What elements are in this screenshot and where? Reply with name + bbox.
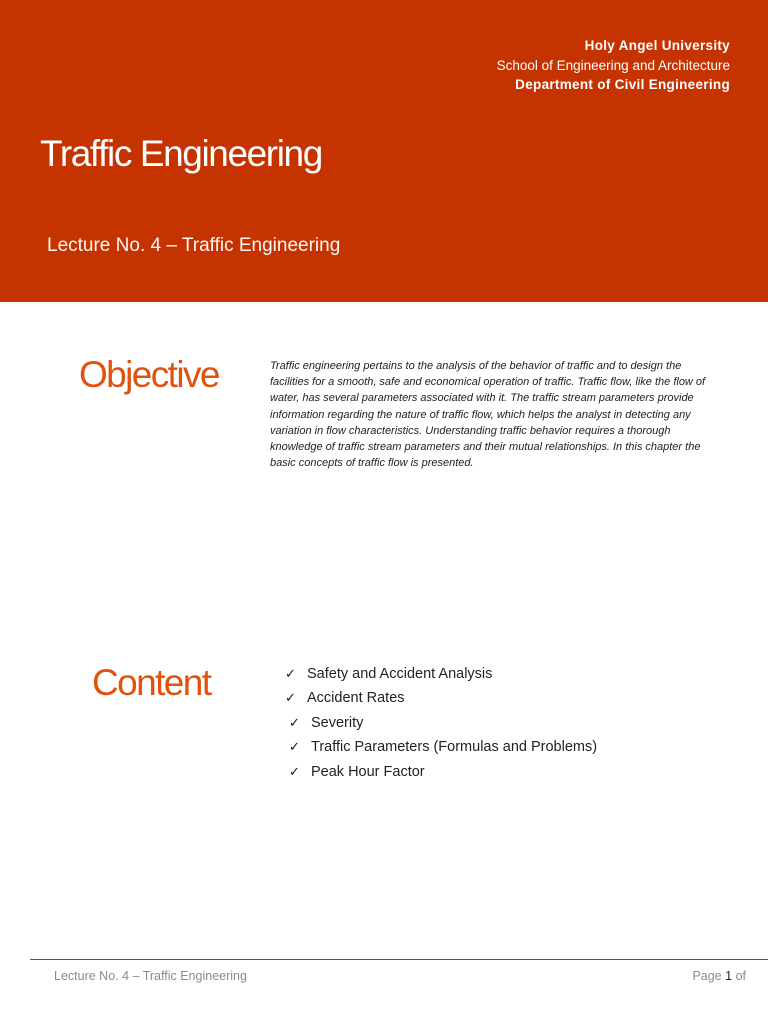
department-name: Department of Civil Engineering <box>515 77 730 92</box>
checkmark-icon: ✓ <box>285 690 296 706</box>
university-name: Holy Angel University <box>584 38 730 53</box>
document-title: Traffic Engineering <box>40 133 322 174</box>
list-item <box>285 662 597 686</box>
page-indicator <box>692 969 746 983</box>
page-prefix: Page <box>692 969 722 983</box>
checkmark-icon: ✓ <box>285 666 296 681</box>
header-banner <box>0 0 768 302</box>
content-heading: Content <box>92 662 211 703</box>
page-number: 1 <box>725 969 733 983</box>
list-item-label: Peak Hour Factor <box>311 763 425 780</box>
list-item-label: Accident Rates <box>307 690 405 707</box>
objective-heading: Objective <box>79 354 219 395</box>
list-item <box>285 735 597 759</box>
content-list <box>285 662 597 784</box>
checkmark-icon: ✓ <box>289 714 300 730</box>
list-item <box>285 711 597 735</box>
document-subtitle: Lecture No. 4 – Traffic Engineering <box>47 235 341 256</box>
footer-title: Lecture No. 4 – Traffic Engineering <box>54 969 247 983</box>
list-item-label: Traffic Parameters (Formulas and Problems) <box>311 739 598 756</box>
checkmark-icon: ✓ <box>289 739 300 755</box>
institution-block <box>497 36 730 95</box>
objective-paragraph: Traffic engineering pertains to the analysis of the behavior of traffic and to design the facilities for a smooth, safe and economical operation of traffic. Traffic flow, like the flow of water, has several parameters associated with it. The traffic stream parameters provide information regarding the nature of traffic flow, which helps the analyst in detecting any variation in flow characteristics. Understanding traffic behavior requires a thorough knowledge of traffic stream parameters and their mutual relationships. In this chapter the basic concepts of traffic flow is presented. <box>270 360 706 470</box>
list-item <box>285 686 597 710</box>
school-name: School of Engineering and Architecture <box>496 57 730 73</box>
list-item-label: Safety and Accident Analysis <box>307 666 493 682</box>
footer-divider <box>30 959 768 960</box>
list-item-label: Severity <box>311 714 364 731</box>
list-item <box>285 760 597 784</box>
checkmark-icon: ✓ <box>289 763 300 779</box>
page-suffix: of <box>735 969 746 983</box>
